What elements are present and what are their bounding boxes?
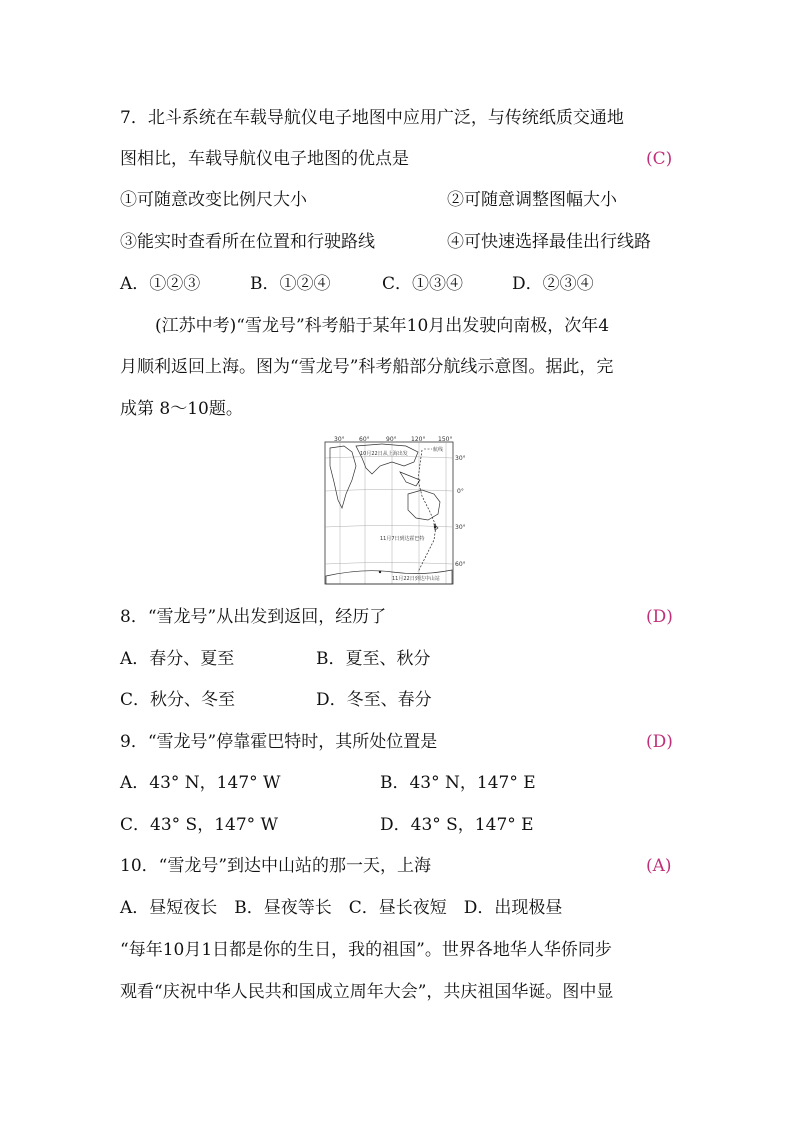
q8-choice-d: D．冬至、春分 — [316, 690, 432, 710]
q8-choice-c: C．秋分、冬至 — [120, 690, 236, 710]
lon-label-90: 90° — [386, 436, 397, 443]
q8-choice-a: A．春分、夏至 — [120, 649, 235, 669]
lon-label-150: 150° — [438, 436, 453, 443]
outro-line2: 观看“庆祝中华人民共和国成立周年大会”，共庆祖国华诞。图中显 — [120, 982, 614, 1002]
q9-answer: (D) — [646, 732, 673, 752]
q7-choice-a: A．①②③ — [120, 274, 201, 294]
zhongshan-point — [379, 571, 381, 573]
q7-answer: (C) — [646, 149, 673, 169]
q8-choice-b: B．夏至、秋分 — [316, 649, 431, 669]
q7-stem-line1: 7．北斗系统在车载导航仪电子地图中应用广泛，与传统纸质交通地 — [120, 108, 624, 128]
q7-stem-line2: 图相比，车载导航仪电子地图的优点是 — [120, 149, 409, 169]
q7-option-2: ②可随意调整图幅大小 — [447, 190, 617, 210]
q9-choice-c: C．43° S，147° W — [120, 815, 279, 835]
intro-line1: (江苏中考)“雪龙号”科考船于某年10月出发驶向南极，次年4 — [155, 316, 610, 336]
q7-choice-b: B．①②④ — [250, 274, 331, 294]
lat-label-30n: 30° — [455, 455, 466, 462]
q7-choice-d: D．②③④ — [512, 274, 594, 294]
route-map — [322, 436, 472, 588]
legend-label: 航线 — [433, 447, 444, 453]
lat-label-0: 0° — [457, 488, 464, 495]
lat-label-30s: 30° — [455, 524, 466, 531]
hobart-point — [434, 526, 436, 528]
intro-line3: 成第 8～10题。 — [120, 399, 243, 419]
q10-choices: A．昼短夜长 B．昼夜等长 C．昼长夜短 D．出现极昼 — [120, 898, 563, 918]
q7-option-3: ③能实时查看所在位置和行驶路线 — [120, 232, 375, 252]
q9-choice-b: B．43° N，147° E — [380, 773, 536, 793]
outro-line1: “每年10月1日都是你的生日，我的祖国”。世界各地华人华侨同步 — [120, 940, 612, 960]
label-zhongshan: 11月22日到达中山站 — [392, 576, 440, 582]
intro-line2: 月顺利返回上海。图为“雪龙号”科考船部分航线示意图。据此，完 — [120, 357, 614, 377]
q9-choice-a: A．43° N，147° W — [120, 773, 281, 793]
q7-option-4: ④可快速选择最佳出行线路 — [447, 232, 651, 252]
q8-stem: 8．“雪龙号”从出发到返回，经历了 — [120, 607, 387, 627]
lat-label-60s: 60° — [455, 561, 466, 568]
q10-stem: 10．“雪龙号”到达中山站的那一天，上海 — [120, 856, 432, 876]
q7-option-1: ①可随意改变比例尺大小 — [120, 190, 307, 210]
route-map-svg — [322, 436, 472, 588]
q9-choice-d: D．43° S，147° E — [380, 815, 534, 835]
label-hobart: 11月7日到达霍巴特 — [380, 536, 425, 542]
q9-stem: 9．“雪龙号”停靠霍巴特时，其所处位置是 — [120, 732, 438, 752]
lon-label-60: 60° — [359, 436, 370, 443]
q7-choice-c: C．①③④ — [382, 274, 464, 294]
q10-answer: (A) — [646, 856, 672, 876]
lon-label-120: 120° — [411, 436, 426, 443]
label-depart: 10月22日从上海出发 — [360, 451, 408, 457]
lon-label-30: 30° — [334, 436, 345, 443]
q8-answer: (D) — [646, 607, 673, 627]
